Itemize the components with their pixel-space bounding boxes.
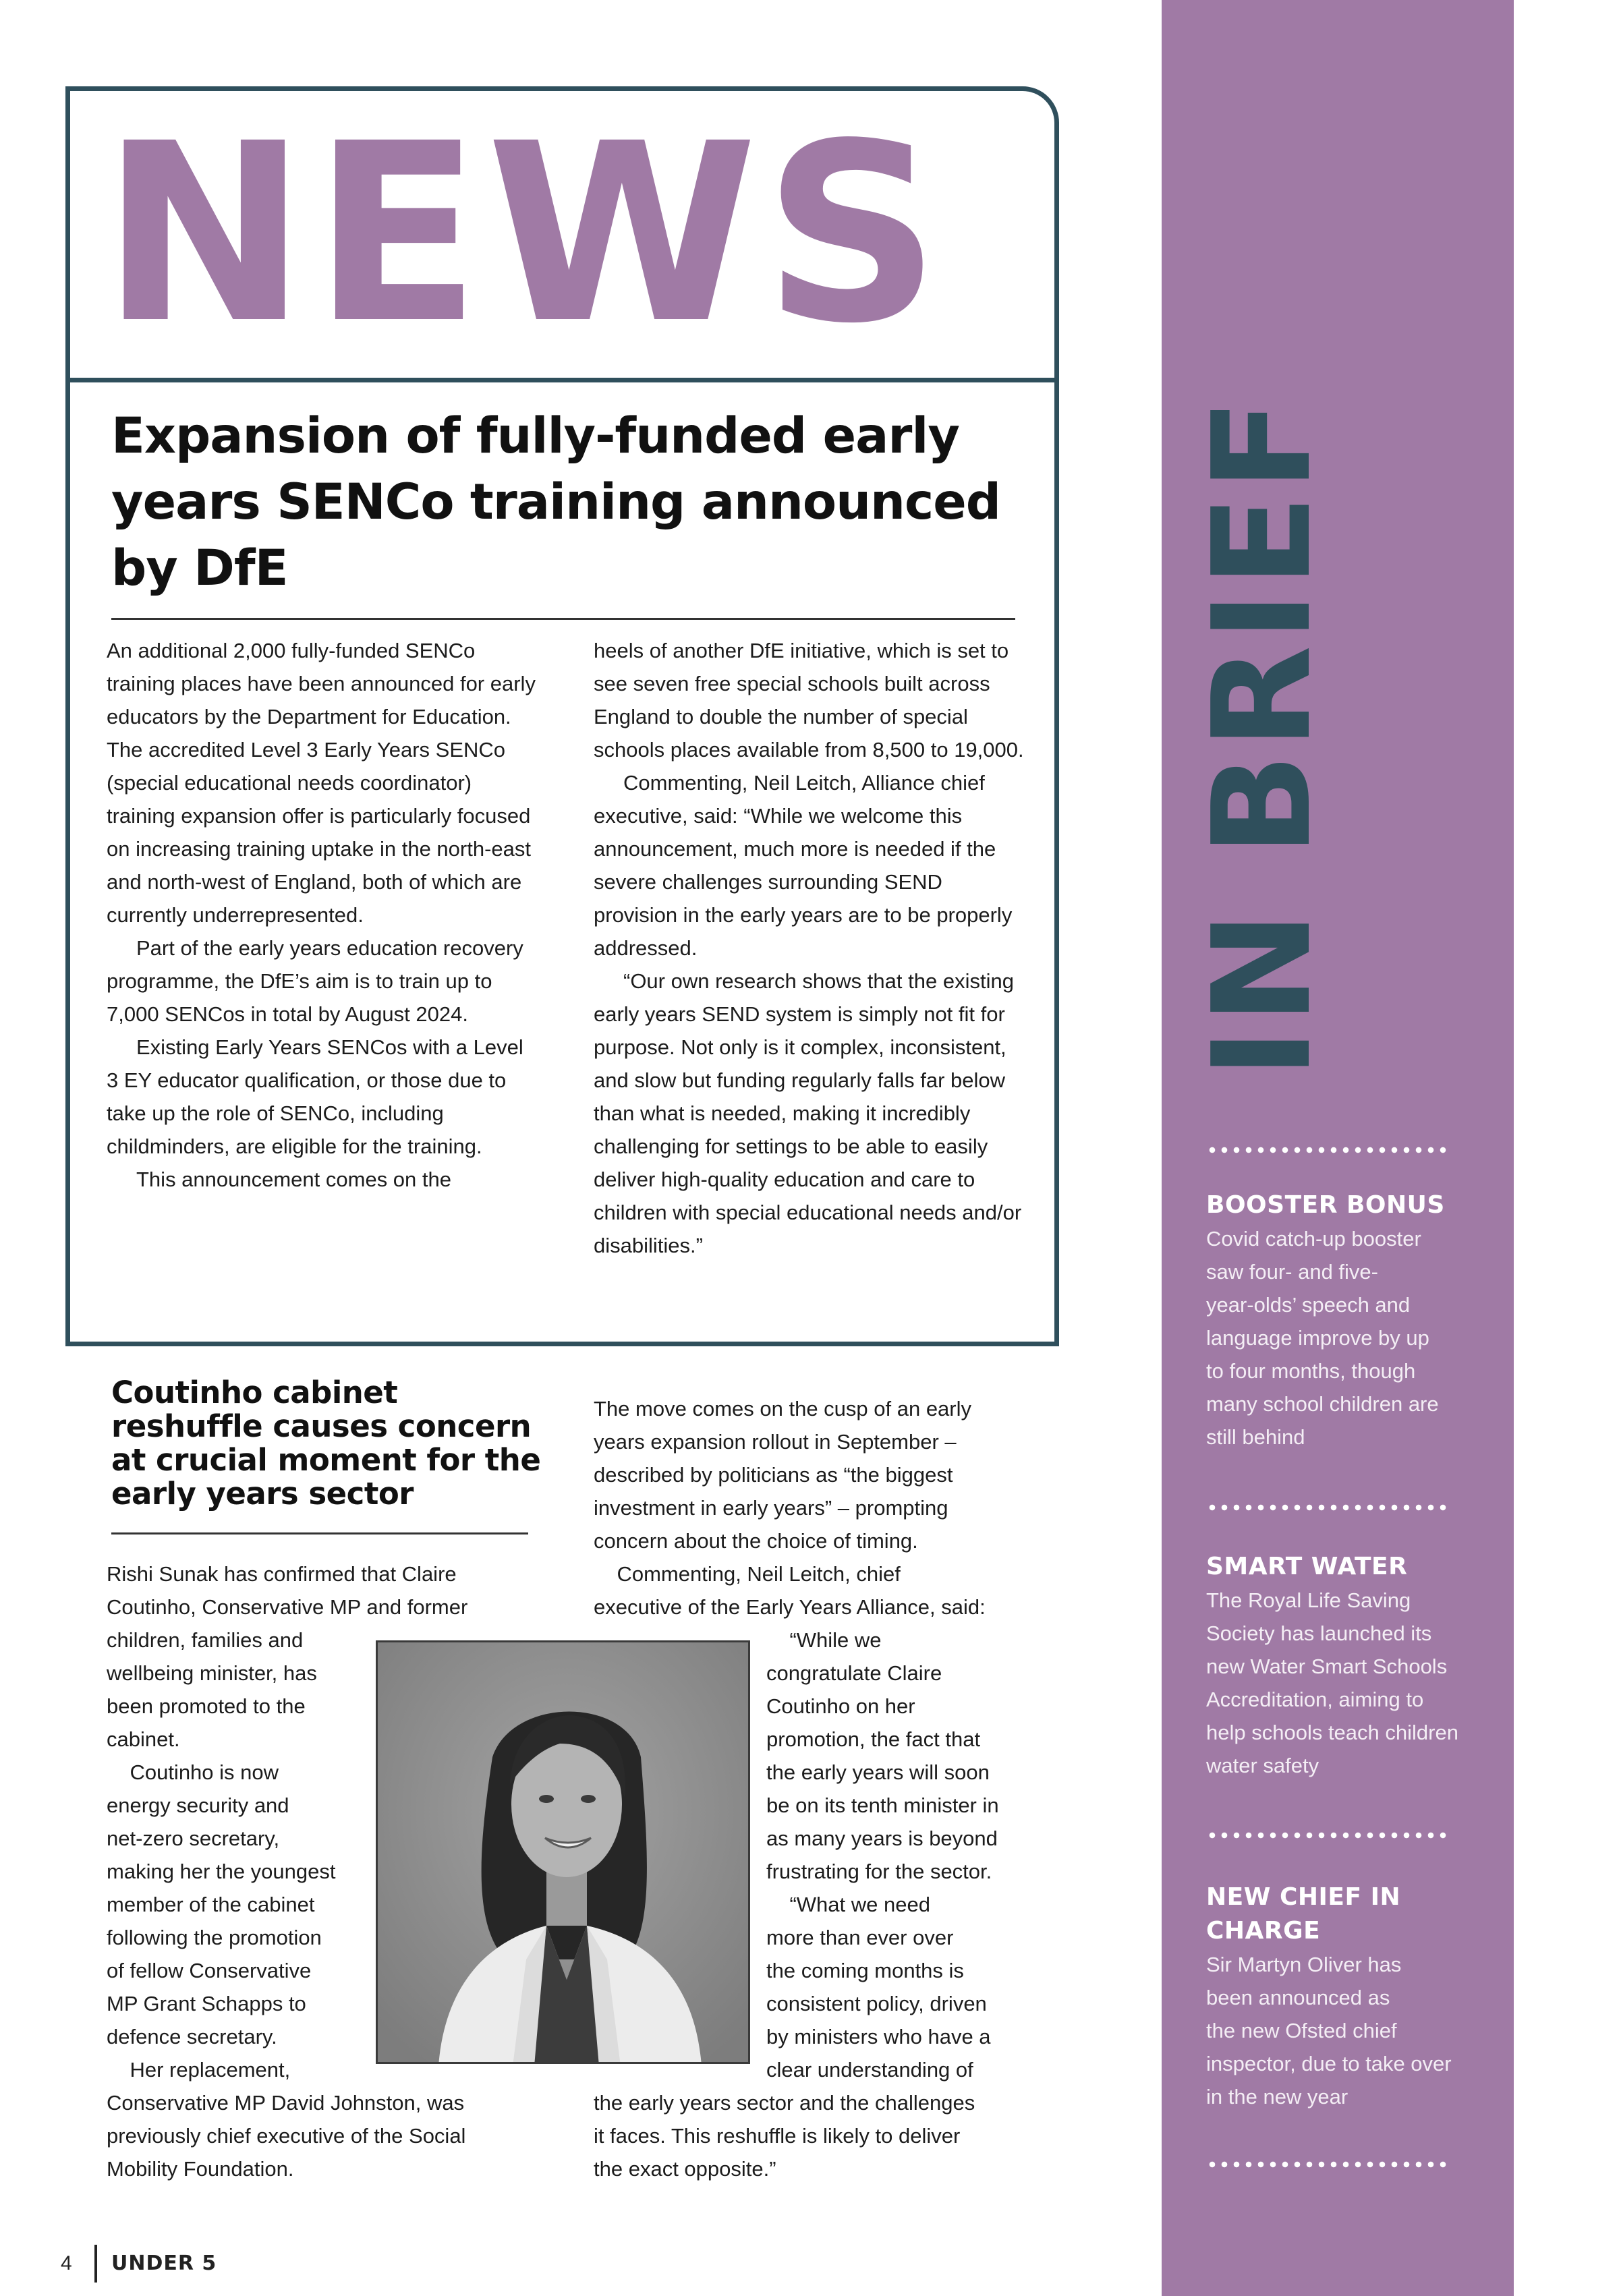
story1-headline: Expansion of fully-funded early years SENCo training announced by DfE xyxy=(111,407,1001,597)
brief-line: Sir Martyn Oliver has xyxy=(1206,1953,1402,1976)
story2-line: Coutinho, Conservative MP and former xyxy=(107,1595,468,1619)
brief-line: saw four- and five- xyxy=(1206,1260,1378,1284)
story1-paragraph: Commenting, Neil Leitch, Alliance chief executive, said: “While we welcome this announcement, much more is needed if the severe challenges surrounding SEND provision in the early years are to be properly addressed. xyxy=(594,771,1013,960)
story2-line: Commenting, Neil Leitch, chief xyxy=(594,1562,901,1586)
dotted-divider xyxy=(1206,1832,1449,1839)
story2-line: executive of the Early Years Alliance, said: xyxy=(594,1595,986,1619)
story2-rule xyxy=(111,1532,528,1534)
story2-line: “While we xyxy=(766,1628,882,1652)
brief-line: help schools teach children xyxy=(1206,1721,1458,1744)
story2-line: following the promotion xyxy=(107,1926,322,1949)
story2-line: energy security and xyxy=(107,1793,289,1817)
news-masthead: NEWS xyxy=(101,91,946,378)
story2-line: of fellow Conservative xyxy=(107,1959,312,1982)
portrait-illustration xyxy=(378,1642,750,2064)
story2-headline: Coutinho cabinet reshuffle causes concern at crucial moment for the early years sector xyxy=(111,1375,541,1512)
story2-line: member of the cabinet xyxy=(107,1893,315,1916)
story2-line: making her the youngest xyxy=(107,1860,336,1883)
brief-line: still behind xyxy=(1206,1425,1305,1449)
story1-paragraph: The accredited Level 3 Early Years SENCo (special educational needs coordinator) training expansion offer is particularly focused on increasing training uptake in the north-east and north-west of England, both of which are currently underrepresented. xyxy=(107,738,532,927)
story2-line: by ministers who have a xyxy=(766,2025,991,2048)
story1-left-column xyxy=(107,634,538,1196)
story2-line: the coming months is xyxy=(766,1959,964,1982)
story2-line: Coutinho is now xyxy=(107,1760,279,1784)
story1-right-column xyxy=(594,634,1025,1262)
brief-item-new-chief xyxy=(1206,1881,1409,1948)
brief-line: Covid catch-up booster xyxy=(1206,1227,1421,1251)
story2-line: MP Grant Schapps to xyxy=(107,1992,306,2015)
story1-paragraph: This announcement comes on the xyxy=(136,1168,451,1191)
story2-line: been promoted to the xyxy=(107,1694,306,1718)
brief-heading: BOOSTER BONUS xyxy=(1206,1191,1445,1219)
story2-line: frustrating for the sector. xyxy=(766,1860,992,1883)
story2-line: Rishi Sunak has confirmed that Claire xyxy=(107,1562,457,1586)
story2-line: defence secretary. xyxy=(107,2025,277,2048)
sidebar-title-wrap xyxy=(1184,386,1341,1087)
brief-line: Society has launched its xyxy=(1206,1621,1432,1645)
brief-item-booster-bonus xyxy=(1206,1188,1483,1454)
brief-item-smart-water xyxy=(1206,1550,1483,1782)
story2-line: wellbeing minister, has xyxy=(107,1661,317,1685)
story2-line: investment in early years” – prompting xyxy=(594,1496,948,1520)
brief-line: language improve by up xyxy=(1206,1326,1429,1350)
story2-line: the early years sector and the challenges xyxy=(594,2091,975,2115)
story1-paragraph: Part of the early years education recovery programme, the DfE’s aim is to train up to 7,000 SENCos in total by August 2024. xyxy=(107,936,523,1026)
publication-name: UNDER 5 xyxy=(111,2251,217,2275)
footer-divider xyxy=(94,2245,97,2283)
story2-line: as many years is beyond xyxy=(766,1827,998,1850)
brief-line: year-olds’ speech and xyxy=(1206,1293,1411,1317)
story2-line: clear understanding of xyxy=(766,2058,973,2082)
story2-line: Her replacement, xyxy=(107,2058,291,2082)
story2-line: described by politicians as “the biggest xyxy=(594,1463,953,1487)
portrait-photo xyxy=(376,1640,750,2064)
brief-line: water safety xyxy=(1206,1754,1319,1777)
story2-line: concern about the choice of timing. xyxy=(594,1529,918,1553)
brief-line: to four months, though xyxy=(1206,1359,1416,1383)
dotted-divider xyxy=(1206,1147,1449,1153)
story2-line: more than ever over xyxy=(766,1926,954,1949)
masthead-divider xyxy=(65,378,1059,382)
story2-line: Conservative MP David Johnston, was xyxy=(107,2091,465,2115)
story1-paragraph: An additional 2,000 fully-funded SENCo training places have been announced for early educators by the Department for Education. xyxy=(107,639,536,728)
story2-line: net-zero secretary, xyxy=(107,1827,280,1850)
story2-line: promotion, the fact that xyxy=(766,1727,981,1751)
story2-line: the early years will soon xyxy=(766,1760,990,1784)
brief-item-new-chief-body xyxy=(1206,1948,1483,2113)
story2-line: cabinet. xyxy=(107,1727,180,1751)
story2-line: children, families and xyxy=(107,1628,304,1652)
story2-line: consistent policy, driven xyxy=(766,1992,987,2015)
brief-line: in the new year xyxy=(1206,2085,1348,2108)
story1-paragraph: “Our own research shows that the existing early years SEND system is simply not fit for purpose. Not only is it complex, inconsistent, and slow but funding regularly falls far below than what is needed, making it incredibly challenging for settings to be able to easily deliver high-quality education and care to children with special educational needs and/or disabilities.” xyxy=(594,969,1022,1257)
story2-line: previously chief executive of the Social xyxy=(107,2124,466,2148)
story2-line: The move comes on the cusp of an early xyxy=(594,1397,972,1420)
brief-line: inspector, due to take over xyxy=(1206,2052,1452,2075)
brief-line: new Water Smart Schools xyxy=(1206,1655,1448,1678)
story2-line: Mobility Foundation. xyxy=(107,2157,294,2181)
story2-line: congratulate Claire xyxy=(766,1661,942,1685)
brief-heading: SMART WATER xyxy=(1206,1553,1408,1580)
sidebar-title: IN BRIEF xyxy=(1184,395,1341,1079)
dotted-divider xyxy=(1206,2161,1449,2168)
story2-line: years expansion rollout in September – xyxy=(594,1430,957,1454)
story1-paragraph: Existing Early Years SENCos with a Level 3 EY educator qualification, or those due to take up the role of SENCo, including childminders, are eligible for the training. xyxy=(107,1035,523,1158)
story2-line: be on its tenth minister in xyxy=(766,1793,999,1817)
story2-line: the exact opposite.” xyxy=(594,2157,776,2181)
brief-line: Accreditation, aiming to xyxy=(1206,1688,1424,1711)
brief-line: The Royal Life Saving xyxy=(1206,1588,1411,1612)
page-number: 4 xyxy=(61,2252,72,2274)
story1-paragraph: heels of another DfE initiative, which is set to see seven free special schools built across England to double the number of special schools places available from 8,500 to 19,000. xyxy=(594,639,1024,762)
dotted-divider xyxy=(1206,1504,1449,1511)
story2-line: it faces. This reshuffle is likely to deliver xyxy=(594,2124,961,2148)
story2-line: “What we need xyxy=(766,1893,930,1916)
story2-line: Coutinho on her xyxy=(766,1694,915,1718)
brief-line: the new Ofsted chief xyxy=(1206,2019,1397,2042)
brief-line: been announced as xyxy=(1206,1986,1390,2009)
brief-line: many school children are xyxy=(1206,1392,1439,1416)
brief-heading: NEW CHIEF IN CHARGE xyxy=(1206,1883,1401,1945)
story1-rule xyxy=(111,618,1015,620)
